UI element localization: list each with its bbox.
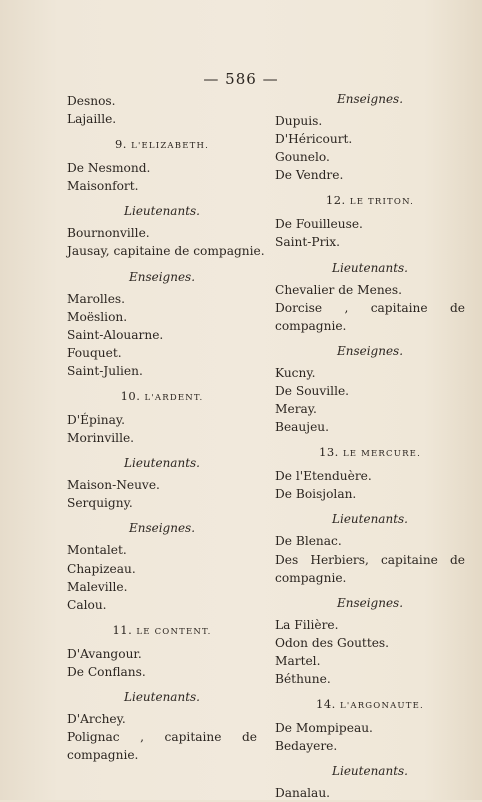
ship-name: LE TRITON. xyxy=(349,197,415,208)
ship-number: 10. xyxy=(120,389,141,404)
officer-name: Fouquet. xyxy=(67,345,122,360)
officer-name: De Conflans. xyxy=(67,664,146,679)
ship-heading xyxy=(275,193,465,207)
officer-name: Danalau. xyxy=(275,786,331,801)
officer-name: Gounelo. xyxy=(275,150,330,165)
officer-name: De Blenac. xyxy=(275,534,342,549)
officer-name: Saint-Julien. xyxy=(67,363,143,378)
officer-name: Maisonfort. xyxy=(67,179,139,194)
ship-heading xyxy=(67,137,257,151)
ship-name: L'ARDENT. xyxy=(144,393,204,404)
ship-heading xyxy=(67,623,257,637)
officer-name: Morinville. xyxy=(67,431,135,446)
officer-name: Saint-Prix. xyxy=(275,235,341,250)
officer-name: Serquigny. xyxy=(67,496,133,511)
officer-name: D'Épinay. xyxy=(67,413,125,428)
ship-number: 14. xyxy=(316,697,336,712)
ship-number: 12. xyxy=(325,193,346,208)
officer-name: Desnos. xyxy=(67,94,116,108)
ship-name: LE MERCURE. xyxy=(342,449,421,460)
officer-name: Meray. xyxy=(275,402,317,417)
officer-name: Chapizeau. xyxy=(67,561,136,576)
officer-name: Moëslion. xyxy=(67,309,128,324)
ship-heading xyxy=(275,697,465,711)
officer-name: Beaujeu. xyxy=(275,420,329,435)
officer-name: De Mompipeau. xyxy=(275,721,373,736)
ship-name: LE CONTENT. xyxy=(136,626,212,637)
officer-name: Martel. xyxy=(275,653,321,668)
officer-name: D'Archey. xyxy=(67,711,126,726)
officer-name: Jausay, capitaine de compagnie. xyxy=(67,244,265,259)
officer-name: Saint-Alouarne. xyxy=(67,327,164,342)
ship-number: 9. xyxy=(114,137,127,152)
officer-name: Chevalier de Menes. xyxy=(275,282,403,297)
officer-name: Calou. xyxy=(67,597,107,612)
officer-name: De Souville. xyxy=(275,383,350,398)
officer-name: Bournonville. xyxy=(67,226,150,241)
right-column xyxy=(275,92,465,802)
officer-name: Odon des Gouttes. xyxy=(275,635,390,650)
ship-name: L'ARGONAUTE. xyxy=(339,701,424,712)
ship-heading xyxy=(67,389,257,403)
officer-name: Maison-Neuve. xyxy=(67,478,160,493)
rank-heading: Lieutenants. xyxy=(332,512,408,527)
rank-heading: Enseignes. xyxy=(336,595,404,610)
officer-name: Bedayere. xyxy=(275,739,338,754)
officer-name: La Filière. xyxy=(275,617,339,632)
officer-name: Polignac , capitaine de compagnie. xyxy=(67,730,257,763)
rank-heading: Lieutenants. xyxy=(124,689,200,704)
officer-name: De Nesmond. xyxy=(67,161,151,176)
rank-heading: Enseignes. xyxy=(336,343,404,358)
officer-name: D'Avangour. xyxy=(67,646,142,661)
officer-name: Lajaille. xyxy=(67,112,117,127)
rank-heading: Lieutenants. xyxy=(124,456,200,471)
rank-heading: Enseignes. xyxy=(336,92,404,106)
officer-name: De Boisjolan. xyxy=(275,487,357,502)
rank-heading: Enseignes. xyxy=(128,521,196,536)
officer-name: Des Herbiers, capitaine de compagnie. xyxy=(275,552,465,585)
officer-name: Maleville. xyxy=(67,579,128,594)
officer-name: Marolles. xyxy=(67,291,126,306)
rank-heading: Lieutenants. xyxy=(332,764,408,779)
left-column xyxy=(67,92,265,764)
page-number: — 586 — xyxy=(203,70,279,88)
ship-heading xyxy=(275,445,465,459)
officer-name: D'Héricourt. xyxy=(275,132,353,147)
officer-name: Dorcise , capitaine de compagnie. xyxy=(275,300,465,333)
officer-name: De Fouilleuse. xyxy=(275,217,363,232)
officer-name: Kucny. xyxy=(275,365,316,380)
officer-name: Dupuis. xyxy=(275,114,323,128)
rank-heading: Enseignes. xyxy=(128,269,196,284)
rank-heading: Lieutenants. xyxy=(332,260,408,275)
rank-heading: Lieutenants. xyxy=(124,204,200,219)
officer-name: De l'Etenduère. xyxy=(275,469,372,484)
ship-number: 11. xyxy=(112,622,133,637)
ship-number: 13. xyxy=(319,445,339,460)
officer-name: Montalet. xyxy=(67,543,127,558)
officer-name: Béthune. xyxy=(275,671,331,686)
officer-name: De Vendre. xyxy=(275,168,344,183)
ship-name: L'ELIZABETH. xyxy=(131,141,209,152)
